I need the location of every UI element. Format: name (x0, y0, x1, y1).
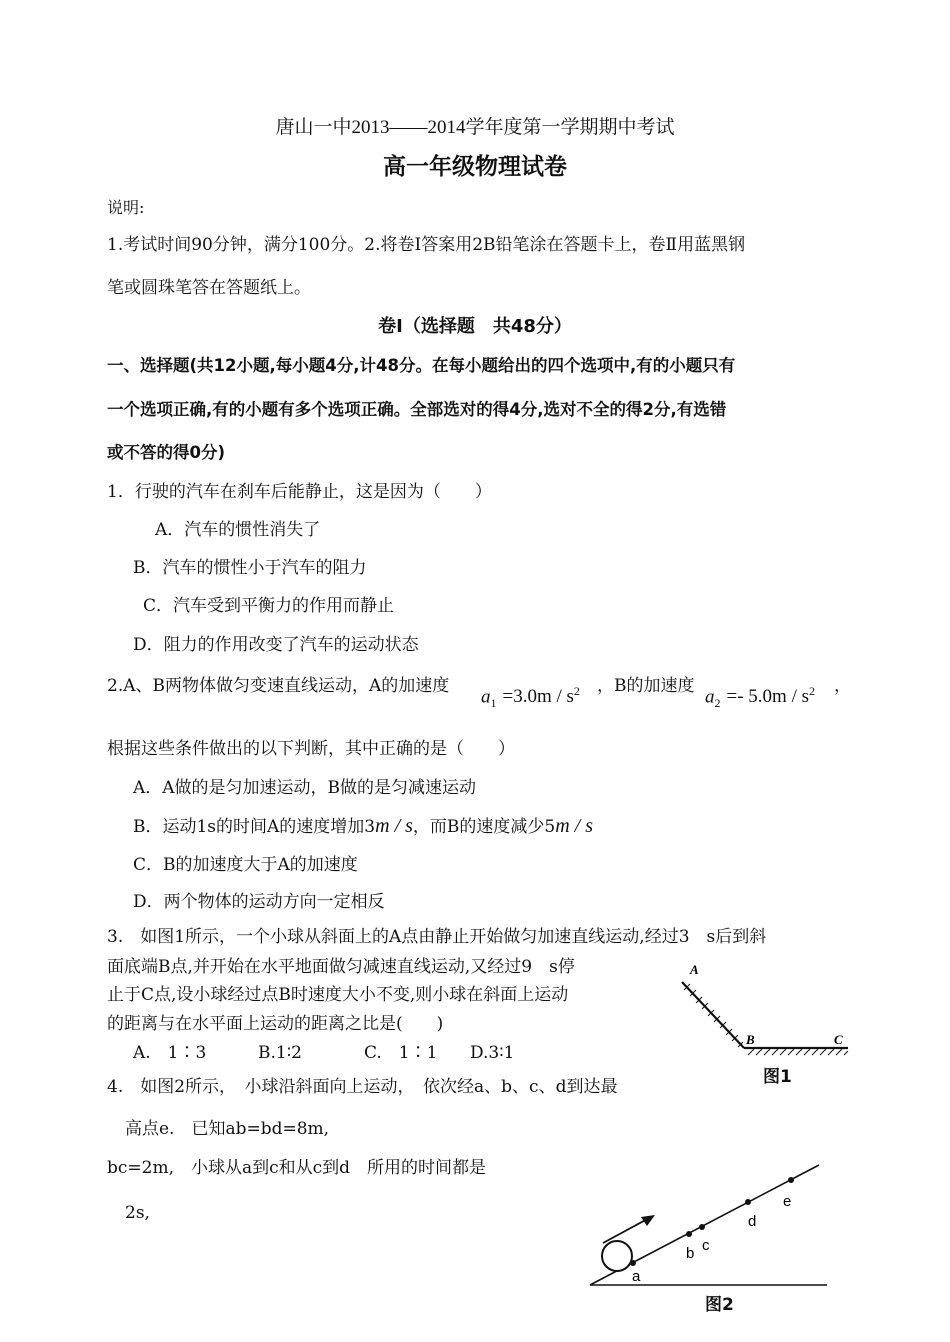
q4-line-2: 高点e. 已知ab=bd=8m, (125, 1119, 330, 1139)
q2-option-a: A．A做的是匀加速运动，B做的是匀减速运动 (133, 778, 477, 798)
q3-line-3: 止于C点,设小球经过点B时速度大小不变,则小球在斜面上运动 (107, 985, 569, 1005)
q3-option-d: D.3∶1 (470, 1043, 515, 1063)
q2-a2-subscript: 2 (714, 696, 721, 711)
q2-option-b (133, 816, 593, 836)
fig2-label-d: d (748, 1213, 757, 1230)
q2-stem-line-2: 根据这些条件做出的以下判断，其中正确的是（ ） (107, 739, 515, 759)
q1-stem: 1．行驶的汽车在刹车后能静止，这是因为（ ） (107, 482, 492, 502)
section-instructions-3: 或不答的得0分) (107, 443, 226, 462)
fig2-point-e (788, 1177, 794, 1183)
q3-line-4: 的距离与在水平面上运动的距离之比是( ) (107, 1014, 444, 1034)
q3-option-a: A. 1∶3 (133, 1043, 207, 1063)
q4-line-3: bc=2m, 小球从a到c和从c到d 所用的时间都是 (107, 1158, 487, 1178)
q1-option-a: A．汽车的惯性消失了 (155, 520, 321, 540)
fig2-point-c (699, 1224, 705, 1230)
notes-line-1: 1.考试时间90分钟，满分100分。2.将卷Ⅰ答案用2B铅笔涂在答题卡上，卷Ⅱ用蓝黑钢 (107, 235, 746, 255)
q2-option-d: D．两个物体的运动方向一定相反 (133, 892, 385, 912)
q2-a2-exponent: 2 (809, 684, 815, 698)
fig1-label-a: A (690, 962, 699, 977)
fig2-point-d (745, 1199, 751, 1205)
school-exam-line: 唐山一中2013——2014学年度第一学期期中考试 (275, 117, 675, 138)
q3-line-2: 面底端B点,并开始在水平地面做匀减速直线运动,又经过9 s停 (107, 957, 575, 977)
q3-option-b: B.1∶2 (258, 1043, 302, 1063)
q2-a2-value: =- 5.0m / s (726, 686, 809, 708)
figure-2-caption: 图2 (705, 1295, 734, 1315)
q2-a2-symbol: a (705, 686, 715, 708)
q2-a1-subscript: 1 (490, 696, 497, 711)
fig2-label-e: e (783, 1193, 792, 1210)
fig2-label-a: a (632, 1268, 641, 1285)
q1-option-c: C．汽车受到平衡力的作用而静止 (143, 596, 395, 616)
figure-1-caption: 图1 (763, 1067, 792, 1087)
section-instructions-2: 一个选项正确,有的小题有多个选项正确。全部选对的得4分,选对不全的得2分,有选错 (107, 400, 727, 419)
fig1-label-c: C (834, 1032, 843, 1047)
fig2-label-c: c (702, 1237, 710, 1254)
fig2-point-b (686, 1231, 692, 1237)
fig1-ground-hatching (748, 1049, 848, 1055)
fig1-label-b: B (746, 1032, 755, 1047)
figure-2-ramp-diagram (585, 1155, 835, 1290)
q2-stem-part-2: ，B的加速度 (597, 676, 695, 696)
q2-option-b-part-1: B．运动1s的时间A的速度增加3 (133, 817, 376, 837)
section-instructions-1: 一、选择题(共12小题,每小题4分,计48分。在每小题给出的四个选项中,有的小题只有 (107, 356, 736, 375)
q2-accel-a-formula (481, 685, 580, 709)
section-heading: 卷Ⅰ（选择题 共48分） (378, 316, 572, 337)
q2-option-b-part-2: ，而B的速度减少5 (412, 817, 556, 837)
page-title: 高一年级物理试卷 (383, 154, 567, 180)
q2-option-c: C．B的加速度大于A的加速度 (133, 855, 358, 875)
q2-a1-value: =3.0m / s (502, 686, 574, 708)
q2-a1-symbol: a (481, 686, 491, 708)
notes-line-2: 笔或圆珠笔答在答题纸上。 (107, 278, 311, 298)
q2-stem-end: ， (834, 676, 851, 696)
q1-option-d: D．阻力的作用改变了汽车的运动状态 (133, 635, 419, 655)
q3-option-c: C. 1∶1 (364, 1043, 438, 1063)
q4-line-1: 4. 如图2所示， 小球沿斜面向上运动， 依次经a、b、c、d到达最 (107, 1077, 618, 1097)
q2-a1-exponent: 2 (573, 684, 580, 698)
q3-line-1: 3. 如图1所示，一个小球从斜面上的A点由静止开始做匀加速直线运动,经过3 s后到斜 (107, 927, 767, 947)
fig2-ball (602, 1241, 632, 1271)
q2-accel-b-formula (705, 685, 815, 709)
notes-label: 说明: (107, 198, 145, 217)
q4-line-4: 2s, (125, 1203, 150, 1223)
q2-option-b-unit-2: m / s (555, 815, 594, 837)
q2-stem-part-1: 2.A、B两物体做匀变速直线运动，A的加速度 (107, 676, 450, 696)
q2-option-b-unit-1: m / s (375, 815, 413, 837)
fig2-label-b: b (686, 1245, 695, 1262)
q1-option-b: B．汽车的惯性小于汽车的阻力 (133, 558, 367, 578)
fig2-point-a (630, 1260, 636, 1266)
